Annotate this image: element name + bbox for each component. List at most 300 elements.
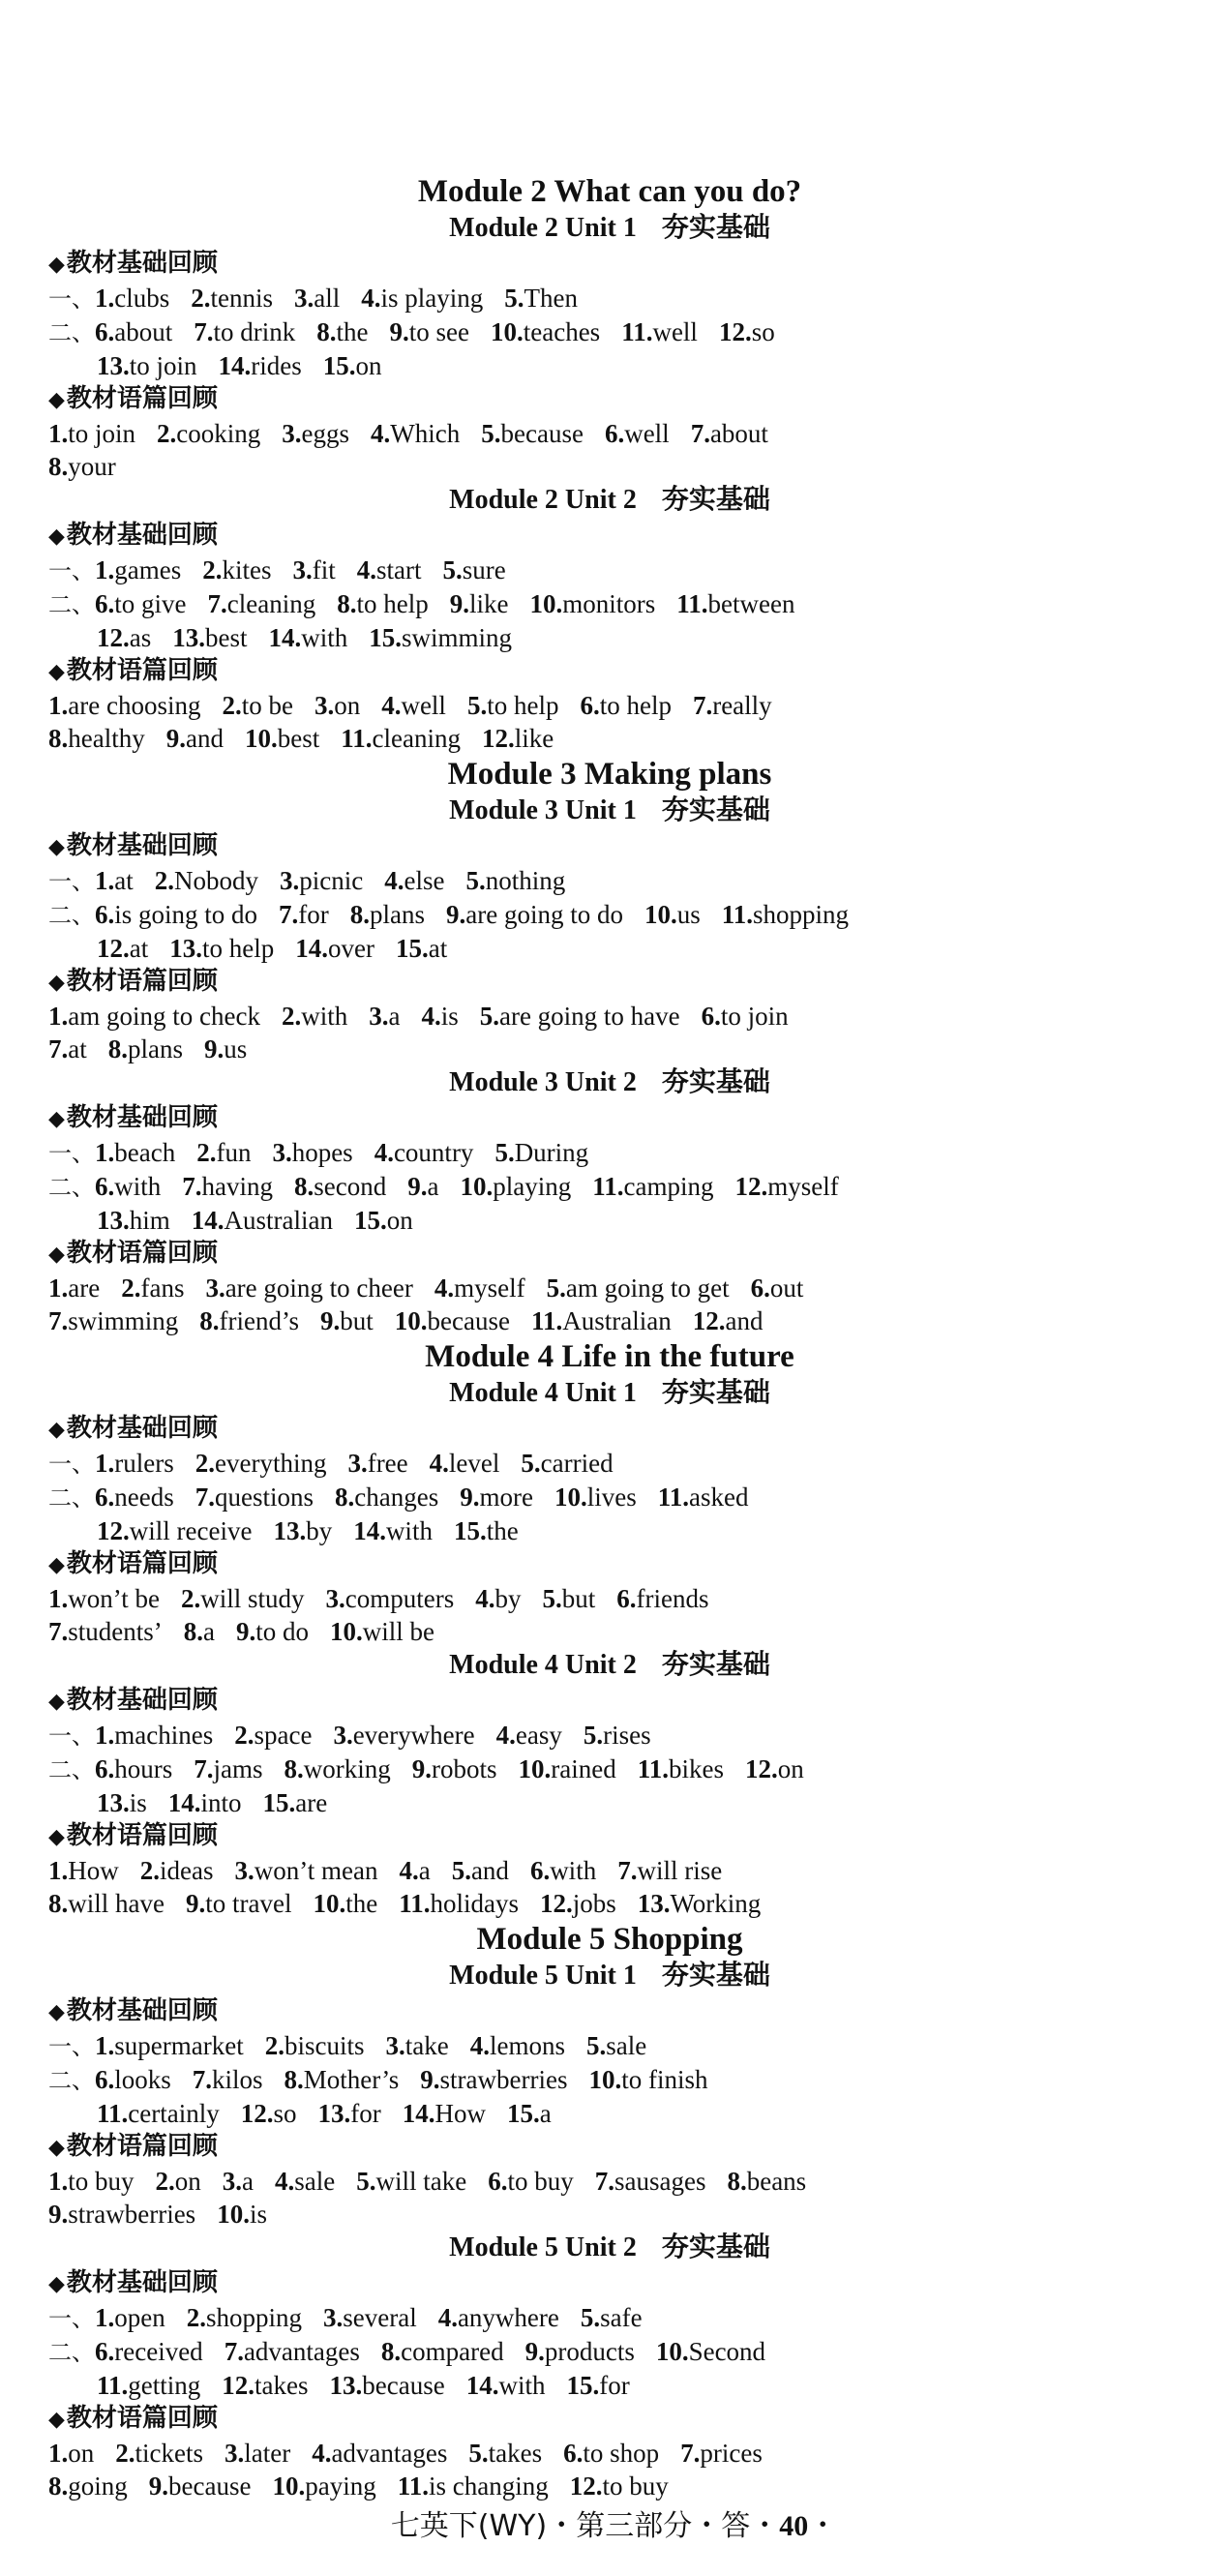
answer-number: 6. [95, 317, 115, 346]
answer-text: us [676, 900, 701, 929]
answer-number: 6. [488, 2167, 508, 2196]
answer-item [326, 1584, 455, 1613]
answer-item [222, 2371, 308, 2400]
answer-number: 11. [721, 900, 753, 929]
section-heading-text: 教材语篇回顾 [66, 384, 218, 413]
answer-item [282, 1002, 347, 1031]
answer-text: to help [356, 589, 429, 618]
answer-line [48, 2063, 1123, 2097]
section-heading-text: 教材基础回顾 [66, 521, 218, 550]
answer-item [470, 2031, 565, 2060]
answer-text: will rise [637, 1856, 723, 1885]
answer-item [48, 691, 200, 720]
answer-item [745, 1754, 804, 1783]
part-prefix: 一、 [48, 285, 95, 313]
section-heading [48, 519, 1123, 554]
answer-text: a [242, 2167, 254, 2196]
answer-number: 9. [148, 2471, 169, 2501]
answer-number: 12. [718, 317, 752, 346]
answer-text: rained [551, 1754, 616, 1783]
answer-item [121, 1273, 184, 1303]
answer-number: 6. [95, 2337, 115, 2366]
answer-text: holidays [430, 1889, 519, 1918]
answer-number: 10. [394, 1306, 428, 1335]
answer-number: 3. [272, 1138, 292, 1167]
answer-text: well [624, 419, 670, 448]
diamond-icon: ◆ [48, 1243, 65, 1267]
answer-text: start [375, 555, 422, 584]
answer-number: 11. [621, 317, 653, 346]
answer-number: 1. [48, 1856, 69, 1885]
answer-number: 14. [218, 351, 252, 380]
answer-number: 13. [97, 351, 130, 380]
answer-line [48, 2198, 1123, 2231]
answer-item [314, 691, 360, 720]
answer-text: rides [251, 351, 302, 380]
answer-text: teaches [523, 317, 601, 346]
section-heading [48, 2402, 1123, 2437]
part-prefix: 一、 [48, 1722, 95, 1750]
answer-item [208, 589, 316, 618]
answer-number: 11. [397, 2471, 429, 2501]
part-prefix: 二、 [48, 1174, 95, 1201]
answer-text: fit [312, 555, 336, 584]
answer-text: won’t be [68, 1584, 160, 1613]
answer-item [48, 2439, 94, 2468]
answer-text: How [434, 2099, 486, 2128]
answer-number: 7. [617, 1856, 638, 1885]
answer-text: to do [255, 1617, 309, 1646]
answer-number: 6. [95, 1754, 115, 1783]
answer-number: 5. [504, 284, 524, 313]
answer-number: 12. [569, 2471, 603, 2501]
answer-number: 3. [282, 419, 302, 448]
answer-number: 1. [95, 2031, 115, 2060]
answer-item [95, 1138, 175, 1167]
answer-text: takes [488, 2439, 543, 2468]
answer-number: 11. [676, 589, 708, 618]
answer-text: with [498, 2371, 546, 2400]
unit-title-cn: 夯实基础 [661, 1959, 770, 1991]
answer-text: will take [375, 2167, 467, 2196]
answer-text: best [205, 623, 248, 652]
answer-text: on [386, 1206, 413, 1235]
answer-item [504, 284, 578, 313]
unit-title [48, 483, 1123, 517]
answer-item [454, 1516, 519, 1545]
answer-number: 10. [554, 1483, 587, 1512]
answer-item [330, 1617, 434, 1646]
answer-number: 12. [744, 1754, 778, 1783]
section-heading [48, 1684, 1123, 1719]
answer-line [48, 1582, 1123, 1615]
answer-item [191, 284, 273, 313]
answer-item [337, 589, 429, 618]
diamond-icon: ◆ [48, 2136, 65, 2160]
answer-item [323, 2303, 417, 2332]
answer-text: is playing [380, 284, 484, 313]
answer-number: 15. [262, 1788, 296, 1817]
answer-number: 7. [48, 1034, 69, 1063]
answer-item [475, 1584, 521, 1613]
answer-item [658, 1483, 749, 1512]
answer-item [398, 2471, 549, 2501]
answer-item [279, 900, 329, 929]
answer-item [702, 1002, 789, 1031]
answer-item [273, 1516, 332, 1545]
answer-item [48, 419, 135, 448]
answer-number: 2. [121, 1273, 141, 1303]
unit-title-cn: 夯实基础 [661, 1065, 770, 1097]
answer-text: During [514, 1138, 589, 1167]
answer-item [369, 1002, 400, 1031]
answer-number: 15. [395, 934, 429, 963]
answer-item [507, 2099, 552, 2128]
answer-text: safe [600, 2303, 643, 2332]
answer-number: 12. [240, 2099, 274, 2128]
answer-number: 9. [185, 1889, 206, 1918]
answer-item [494, 1138, 588, 1167]
answer-text: at [114, 866, 134, 895]
answer-item [581, 2303, 643, 2332]
section-heading-text: 教材基础回顾 [66, 1996, 218, 2025]
answer-item [460, 1172, 571, 1201]
unit-title [48, 1065, 1123, 1099]
section-heading [48, 1101, 1123, 1136]
answer-number: 1. [48, 2167, 69, 2196]
answer-text: paying [305, 2471, 376, 2501]
section-heading [48, 1819, 1123, 1854]
answer-item [108, 1034, 183, 1063]
answer-text: space [254, 1721, 313, 1750]
module-title: Module 5 Shopping [476, 1922, 743, 1957]
part-prefix: 二、 [48, 902, 95, 929]
answer-number: 2. [186, 2303, 206, 2332]
answer-item [172, 623, 247, 652]
answer-text: to see [408, 317, 469, 346]
answer-number: 4. [361, 284, 381, 313]
answer-number: 8. [48, 1889, 69, 1918]
answer-text: at [68, 1034, 87, 1063]
answer-item [638, 1754, 724, 1783]
answer-item [294, 284, 340, 313]
diamond-icon: ◆ [48, 835, 65, 859]
answer-line [48, 932, 1123, 965]
answer-text: supermarket [114, 2031, 244, 2060]
answer-item [442, 555, 505, 584]
answer-number: 2. [196, 1138, 217, 1167]
answer-text: take [404, 2031, 449, 2060]
answer-number: 4. [374, 1138, 394, 1167]
answer-item [341, 724, 461, 753]
answer-line [48, 1000, 1123, 1033]
answer-text: like [514, 724, 554, 753]
part-prefix: 二、 [48, 1756, 95, 1783]
answer-text: bikes [668, 1754, 724, 1783]
answer-text: to help [202, 934, 275, 963]
answer-number: 6. [580, 691, 600, 720]
answer-line [48, 349, 1123, 382]
answer-text: on [68, 2439, 95, 2468]
answer-number: 14. [191, 1206, 225, 1235]
answer-item [521, 1449, 613, 1478]
answer-text: several [343, 2303, 417, 2332]
answer-text: is [129, 1788, 147, 1817]
answer-item [205, 1273, 412, 1303]
answer-text: for [599, 2371, 630, 2400]
answer-item [446, 900, 623, 929]
answer-item [381, 691, 446, 720]
part-prefix: 一、 [48, 557, 95, 584]
answer-text: are going to cheer [225, 1273, 413, 1303]
answer-text: on [777, 1754, 804, 1783]
answer-item [140, 1856, 214, 1885]
answer-item [48, 1617, 163, 1646]
answer-item [751, 1273, 804, 1303]
module-title: Module 2 What can you do? [417, 174, 802, 209]
answer-number: 3. [325, 1584, 345, 1613]
answer-text: are going to have [498, 1002, 680, 1031]
answer-number: 6. [563, 2439, 584, 2468]
answer-text: swimming [402, 623, 513, 652]
page-number: 40 [779, 2510, 809, 2542]
answer-text: the [345, 1889, 378, 1918]
answer-text: well [652, 317, 698, 346]
answer-item [245, 724, 319, 753]
answer-line [48, 1615, 1123, 1648]
answer-item [97, 623, 151, 652]
answer-text: cleaning [226, 589, 316, 618]
answer-text: to join [129, 351, 197, 380]
answer-item [467, 691, 559, 720]
answer-text: about [114, 317, 173, 346]
answer-item [48, 452, 116, 481]
answer-item [399, 1889, 519, 1918]
answer-item [584, 1721, 651, 1750]
answer-item [168, 1788, 242, 1817]
answer-item [115, 2439, 203, 2468]
answer-item [48, 1273, 100, 1303]
answer-item [350, 900, 425, 929]
answer-item [97, 1206, 170, 1235]
answer-number: 7. [594, 2167, 614, 2196]
section-heading-text: 教材语篇回顾 [66, 1821, 218, 1850]
answer-line [48, 2369, 1123, 2402]
answer-line [48, 2335, 1123, 2369]
answer-number: 9. [165, 724, 186, 753]
answer-number: 3. [294, 284, 314, 313]
answer-number: 7. [224, 2337, 244, 2366]
answer-number: 12. [734, 1172, 768, 1201]
answer-text: Working [670, 1889, 762, 1918]
answer-text: rises [603, 1721, 651, 1750]
answer-item [97, 2099, 220, 2128]
answer-text: are [68, 1273, 101, 1303]
answer-number: 2. [264, 2031, 285, 2060]
part-prefix: 二、 [48, 591, 95, 618]
answer-item [217, 2200, 267, 2229]
answer-text: am going to check [68, 1002, 260, 1031]
answer-item [48, 2200, 195, 2229]
answer-text: friends [636, 1584, 709, 1613]
answer-number: 4. [421, 1002, 441, 1031]
answer-item [155, 866, 258, 895]
answer-number: 3. [369, 1002, 389, 1031]
answer-text: robots [432, 1754, 497, 1783]
answer-number: 14. [167, 1788, 201, 1817]
part-prefix: 一、 [48, 2033, 95, 2060]
answer-number: 12. [97, 1516, 130, 1545]
answer-number: 4. [312, 2439, 332, 2468]
answer-number: 10. [330, 1617, 363, 1646]
answer-text: but [561, 1584, 596, 1613]
answer-item [605, 419, 670, 448]
answer-item [412, 1754, 497, 1783]
answer-text: to join [68, 419, 136, 448]
answer-text: plans [128, 1034, 183, 1063]
answer-line [48, 315, 1123, 349]
answer-line [48, 722, 1123, 755]
answer-text: picnic [299, 866, 364, 895]
answer-number: 11. [657, 1483, 689, 1512]
answer-text: machines [114, 1721, 214, 1750]
answer-item [95, 555, 181, 584]
answer-item [570, 2471, 669, 2501]
answer-number: 8. [48, 2471, 69, 2501]
answer-text: takes [255, 2371, 309, 2400]
answer-item [269, 623, 348, 652]
answer-item [95, 284, 169, 313]
answer-item [693, 1306, 764, 1335]
answer-item [97, 1788, 147, 1817]
answer-item [95, 317, 172, 346]
answer-item [395, 1306, 510, 1335]
unit-title-cn: 夯实基础 [661, 1648, 770, 1680]
answer-text: Mother’s [303, 2065, 400, 2094]
answer-text: with [385, 1516, 433, 1545]
answer-number: 3. [333, 1721, 353, 1750]
answer-number: 8. [335, 1483, 355, 1512]
answer-line [48, 1136, 1123, 1170]
section-heading [48, 1994, 1123, 2029]
answer-item [97, 351, 197, 380]
answer-item [48, 1306, 178, 1335]
answer-text: received [114, 2337, 203, 2366]
answer-number: 2. [139, 1856, 160, 1885]
answer-line [48, 2301, 1123, 2335]
answer-item [465, 866, 565, 895]
answer-line [48, 587, 1123, 621]
answer-item [693, 691, 772, 720]
section-heading-text: 教材语篇回顾 [66, 2132, 218, 2161]
answer-number: 3. [205, 1273, 225, 1303]
answer-item [202, 555, 271, 584]
answer-number: 10. [588, 2065, 622, 2094]
answer-text: so [273, 2099, 297, 2128]
answer-text: swimming [68, 1306, 179, 1335]
part-prefix: 一、 [48, 1451, 95, 1478]
answer-item [421, 1002, 458, 1031]
answer-number: 8. [294, 1172, 314, 1201]
answer-item [390, 317, 469, 346]
answer-number: 13. [97, 1206, 130, 1235]
answer-number: 3. [385, 2031, 405, 2060]
answer-number: 15. [322, 351, 356, 380]
answer-text: open [114, 2303, 165, 2332]
answer-item [481, 419, 584, 448]
diamond-icon: ◆ [48, 971, 65, 995]
unit-title-text: Module 4 Unit 1 [449, 1378, 637, 1408]
answer-item [595, 2167, 706, 2196]
answer-text: clubs [114, 284, 170, 313]
answer-item [48, 2167, 135, 2196]
answer-text: to shop [583, 2439, 660, 2468]
answer-text: anywhere [457, 2303, 559, 2332]
answer-item [491, 317, 600, 346]
answer-number: 4. [437, 2303, 458, 2332]
answer-item [195, 1449, 327, 1478]
answer-number: 12. [222, 2371, 255, 2400]
answer-item [193, 2065, 263, 2094]
answer-number: 6. [95, 1483, 115, 1512]
answer-item [204, 1034, 247, 1063]
answer-text: to finish [621, 2065, 708, 2094]
answer-text: healthy [68, 724, 145, 753]
answer-number: 8. [337, 589, 357, 618]
answer-item [482, 724, 554, 753]
answer-number: 8. [199, 1306, 220, 1335]
answer-number: 3. [314, 691, 335, 720]
answer-number: 15. [453, 1516, 487, 1545]
answer-number: 4. [495, 1721, 516, 1750]
answer-item [187, 2303, 302, 2332]
answer-text: needs [114, 1483, 174, 1512]
answer-item [95, 1172, 161, 1201]
answer-number: 4. [475, 1584, 495, 1613]
answer-number: 5. [585, 2031, 607, 2060]
answer-item [95, 2303, 165, 2332]
part-prefix: 二、 [48, 319, 95, 346]
section-heading-text: 教材基础回顾 [66, 1103, 218, 1132]
answer-text: am going to get [565, 1273, 730, 1303]
answer-item [496, 1721, 562, 1750]
answer-line [48, 1854, 1123, 1887]
answer-item [547, 1273, 730, 1303]
answer-text: are going to do [465, 900, 623, 929]
section-heading-text: 教材语篇回顾 [66, 967, 218, 996]
answer-text: the [486, 1516, 519, 1545]
answer-number: 13. [317, 2099, 351, 2128]
answer-item [195, 1483, 314, 1512]
answer-number: 3. [323, 2303, 344, 2332]
answer-number: 10. [518, 1754, 552, 1783]
answer-text: later [244, 2439, 291, 2468]
answer-number: 1. [48, 1273, 69, 1303]
answer-item [407, 1172, 438, 1201]
answer-number: 8. [284, 2065, 304, 2094]
answer-text: to buy [507, 2167, 574, 2196]
answer-text: advantages [243, 2337, 360, 2366]
answer-text: Nobody [174, 866, 258, 895]
answer-text: on [334, 691, 361, 720]
answer-text: with [550, 1856, 597, 1885]
answer-number: 11. [399, 1889, 431, 1918]
footer-suffix: ・ [808, 2509, 838, 2543]
answer-text: strawberries [439, 2065, 568, 2094]
answer-text: lives [586, 1483, 637, 1512]
answer-number: 10. [313, 1889, 346, 1918]
answer-line [48, 450, 1123, 483]
